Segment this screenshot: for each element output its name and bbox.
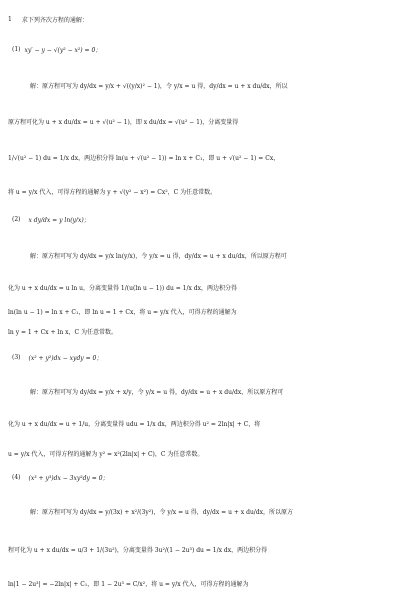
solution-line: 原方程可化为 u + x du/dx = u + √(u² − 1)，即 x du/dx = √(u² − 1)，分离变量得 bbox=[8, 118, 239, 126]
problem-4-statement bbox=[0, 466, 400, 488]
solution-line: 解：原方程可写为 dy/dx = y/x ln(y/x)，令 y/x = u 得，dy/dx = u + x du/dx，所以原方程可 bbox=[30, 252, 287, 260]
problem-equation: xy′ − y − √(y² − x²) = 0； bbox=[24, 46, 102, 54]
problem-equation: x dy/dx = y ln(y/x)； bbox=[28, 216, 90, 224]
section-number: 1 bbox=[8, 15, 12, 23]
section-title: 求下列齐次方程的通解： bbox=[21, 16, 88, 24]
solution-line: 化为 u + x du/dx = u + 1/u，分离变量得 udu = 1/x dx，两边积分得 u² = 2ln|x| + C，将 bbox=[8, 420, 261, 428]
solution-line: 化为 u + x du/dx = u ln u，分离变量得 1/(u(ln u − 1)) du = 1/x dx，两边积分得 bbox=[8, 284, 238, 292]
problem-equation: (x³ + y³)dx − 3xy²dy = 0； bbox=[28, 474, 109, 482]
problem-label: (4) bbox=[12, 473, 21, 481]
problem-1-statement bbox=[0, 38, 400, 60]
solution-line: 将 u = y/x 代入，可得方程的通解为 y + √(y² − x²) = Cx²，C 为任意常数。 bbox=[8, 188, 217, 196]
problem-label: (2) bbox=[12, 215, 21, 223]
solution-line: 解：原方程可写为 dy/dx = y/x + √((y/x)² − 1)，令 y/x = u 得，dy/dx = u + x du/dx，所以 bbox=[30, 82, 288, 90]
solution-line: 1/√(u² − 1) du = 1/x dx，两边积分得 ln(u + √(u² − 1)) = ln x + C₁，即 u + √(u² − 1) = Cx， bbox=[8, 154, 280, 162]
problem-label: (1) bbox=[12, 45, 21, 53]
solution-line: 解：原方程可写为 dy/dx = y/x + x/y，令 y/x = u 得，dy/dx = u + x du/dx，所以原方程可 bbox=[30, 388, 284, 396]
solution-line: ln(ln u − 1) = ln x + C₁，即 ln u = 1 + Cx，将 u = y/x 代入，可得方程的通解为 bbox=[8, 308, 237, 316]
solution-line: 解：原方程可写为 dy/dx = y/(3x) + x²/(3y²)，令 y/x = u 得，dy/dx = u + x du/dx，所以原方 bbox=[30, 508, 294, 516]
solution-line: ln|1 − 2u³| = −2ln|x| + C₁，即 1 − 2u³ = C/x²，将 u = y/x 代入，可得方程的通解为 bbox=[8, 580, 249, 588]
solution-line: u = y/x 代入，可得方程的通解为 y² = x²(2ln|x| + C)，C 为任意常数。 bbox=[8, 450, 204, 458]
problem-2-statement bbox=[0, 208, 400, 230]
problem-equation: (x² + y²)dx − xydy = 0； bbox=[28, 354, 103, 362]
solution-line: ln y = 1 + Cx + ln x，C 为任意常数。 bbox=[8, 328, 117, 336]
section-heading bbox=[0, 8, 400, 30]
solution-line: 程可化为 u + x du/dx = u/3 + 1/(3u²)，分离变量得 3u²/(1 − 2u³) du = 1/x dx，两边积分得 bbox=[8, 546, 268, 554]
problem-label: (3) bbox=[12, 353, 21, 361]
problem-3-statement bbox=[0, 346, 400, 368]
